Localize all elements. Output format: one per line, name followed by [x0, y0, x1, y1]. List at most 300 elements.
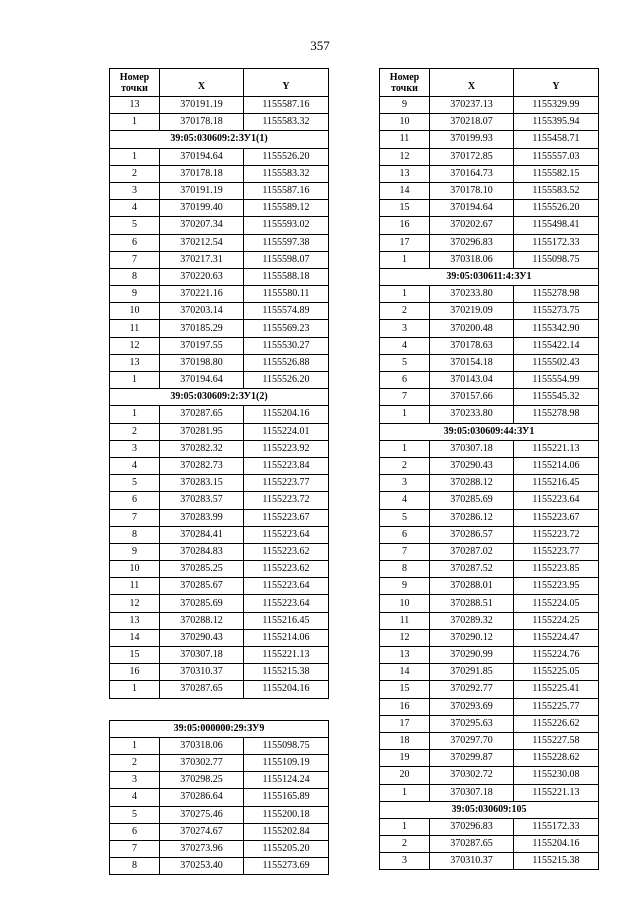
point-number-cell: 10: [110, 561, 160, 578]
x-coordinate-cell: 370207.34: [160, 217, 244, 234]
table-row: [110, 372, 329, 389]
table-row: [110, 543, 329, 560]
y-coordinate-cell: 1155583.32: [244, 114, 329, 131]
y-coordinate-cell: 1155224.05: [514, 595, 599, 612]
table-row: [110, 114, 329, 131]
table-row: [110, 681, 329, 698]
table-row: [380, 165, 599, 182]
table-row: [110, 475, 329, 492]
table-header-row: [110, 69, 329, 97]
table-row: [380, 337, 599, 354]
point-number-cell: 6: [110, 234, 160, 251]
x-coordinate-cell: 370220.63: [160, 268, 244, 285]
table-row: [380, 354, 599, 371]
table-row: [380, 286, 599, 303]
x-coordinate-cell: 370302.77: [160, 754, 244, 771]
y-coordinate-cell: 1155598.07: [244, 251, 329, 268]
table-row: [380, 114, 599, 131]
x-coordinate-cell: 370310.37: [430, 853, 514, 870]
x-coordinate-cell: 370307.18: [430, 784, 514, 801]
section-title-row: [380, 801, 599, 818]
point-number-cell: 13: [380, 647, 430, 664]
table-row: [110, 612, 329, 629]
section-title-row: [380, 423, 599, 440]
table-row: [380, 784, 599, 801]
y-coordinate-cell: 1155221.13: [514, 784, 599, 801]
table-row: [380, 200, 599, 217]
point-number-cell: 16: [380, 698, 430, 715]
y-coordinate-cell: 1155221.13: [514, 440, 599, 457]
y-coordinate-cell: 1155526.20: [244, 372, 329, 389]
point-number-cell: 8: [110, 268, 160, 285]
y-coordinate-cell: 1155223.64: [514, 492, 599, 509]
table-row: [110, 595, 329, 612]
y-coordinate-cell: 1155223.64: [244, 526, 329, 543]
x-coordinate-cell: 370296.83: [430, 818, 514, 835]
x-coordinate-cell: 370297.70: [430, 732, 514, 749]
x-coordinate-cell: 370273.96: [160, 840, 244, 857]
x-coordinate-cell: 370288.01: [430, 578, 514, 595]
point-number-cell: 5: [380, 509, 430, 526]
y-coordinate-cell: 1155223.64: [244, 578, 329, 595]
x-coordinate-cell: 370287.52: [430, 561, 514, 578]
point-number-cell: 15: [380, 681, 430, 698]
point-number-cell: 6: [110, 492, 160, 509]
y-coordinate-cell: 1155223.64: [244, 595, 329, 612]
point-number-cell: 15: [110, 647, 160, 664]
y-coordinate-cell: 1155223.72: [514, 526, 599, 543]
x-coordinate-cell: 370287.65: [160, 681, 244, 698]
y-coordinate-cell: 1155593.02: [244, 217, 329, 234]
x-coordinate-cell: 370285.25: [160, 561, 244, 578]
point-number-cell: 12: [380, 148, 430, 165]
y-coordinate-cell: 1155098.75: [244, 737, 329, 754]
table-row: [380, 818, 599, 835]
x-coordinate-cell: 370200.48: [430, 320, 514, 337]
y-coordinate-cell: 1155200.18: [244, 806, 329, 823]
point-number-cell: 8: [380, 561, 430, 578]
table-row: [110, 772, 329, 789]
table-row: [380, 440, 599, 457]
point-number-cell: 9: [110, 286, 160, 303]
table-row: [110, 561, 329, 578]
y-coordinate-cell: 1155204.16: [514, 836, 599, 853]
table-row: [110, 148, 329, 165]
y-coordinate-cell: 1155554.99: [514, 372, 599, 389]
y-coordinate-cell: 1155422.14: [514, 337, 599, 354]
x-coordinate-cell: 370293.69: [430, 698, 514, 715]
x-coordinate-cell: 370199.40: [160, 200, 244, 217]
x-coordinate-cell: 370178.63: [430, 337, 514, 354]
point-number-cell: 7: [380, 389, 430, 406]
point-number-cell: 11: [110, 320, 160, 337]
point-number-header: Номер точки: [110, 69, 160, 97]
table-row: [110, 492, 329, 509]
x-coordinate-cell: 370157.66: [430, 389, 514, 406]
point-number-cell: 1: [380, 406, 430, 423]
point-number-cell: 1: [110, 737, 160, 754]
point-number-cell: 2: [110, 754, 160, 771]
point-number-cell: 1: [110, 372, 160, 389]
x-coordinate-cell: 370191.19: [160, 182, 244, 199]
y-coordinate-cell: 1155215.38: [244, 664, 329, 681]
y-coordinate-cell: 1155204.16: [244, 681, 329, 698]
x-header: X: [160, 69, 244, 97]
x-coordinate-cell: 370178.18: [160, 114, 244, 131]
y-coordinate-cell: 1155228.62: [514, 750, 599, 767]
y-coordinate-cell: 1155273.75: [514, 303, 599, 320]
y-coordinate-cell: 1155342.90: [514, 320, 599, 337]
y-coordinate-cell: 1155582.15: [514, 165, 599, 182]
y-coordinate-cell: 1155230.08: [514, 767, 599, 784]
x-coordinate-cell: 370296.83: [430, 234, 514, 251]
y-coordinate-cell: 1155223.84: [244, 457, 329, 474]
table-row: [380, 612, 599, 629]
table-row: [380, 836, 599, 853]
section-title-row: [110, 720, 329, 737]
table-row: [110, 234, 329, 251]
table-row: [380, 131, 599, 148]
table-row: [110, 406, 329, 423]
section-title-row: [110, 131, 329, 148]
x-coordinate-cell: 370198.80: [160, 354, 244, 371]
y-coordinate-cell: 1155202.84: [244, 823, 329, 840]
y-coordinate-cell: 1155224.47: [514, 629, 599, 646]
x-coordinate-cell: 370287.02: [430, 543, 514, 560]
y-coordinate-cell: 1155227.58: [514, 732, 599, 749]
y-coordinate-cell: 1155124.24: [244, 772, 329, 789]
table-row: [110, 754, 329, 771]
point-number-cell: 11: [110, 578, 160, 595]
y-coordinate-cell: 1155597.38: [244, 234, 329, 251]
x-coordinate-cell: 370203.14: [160, 303, 244, 320]
point-number-cell: 4: [110, 200, 160, 217]
y-coordinate-cell: 1155224.01: [244, 423, 329, 440]
x-coordinate-cell: 370217.31: [160, 251, 244, 268]
y-coordinate-cell: 1155502.43: [514, 354, 599, 371]
x-coordinate-cell: 370197.55: [160, 337, 244, 354]
point-number-cell: 3: [380, 853, 430, 870]
y-coordinate-cell: 1155223.92: [244, 440, 329, 457]
x-coordinate-cell: 370194.64: [160, 148, 244, 165]
y-coordinate-cell: 1155225.41: [514, 681, 599, 698]
point-number-cell: 19: [380, 750, 430, 767]
table-row: [380, 234, 599, 251]
table-row: [110, 423, 329, 440]
table-row: [110, 251, 329, 268]
point-number-cell: 2: [380, 303, 430, 320]
x-coordinate-cell: 370219.09: [430, 303, 514, 320]
y-coordinate-cell: 1155223.72: [244, 492, 329, 509]
table-row: [380, 303, 599, 320]
table-row: [380, 320, 599, 337]
cadastral-number-heading: 39:05:030611:4:ЗУ1: [380, 268, 599, 285]
point-number-cell: 14: [380, 182, 430, 199]
x-coordinate-cell: 370185.29: [160, 320, 244, 337]
table-row: [110, 840, 329, 857]
table-row: [110, 286, 329, 303]
x-coordinate-cell: 370221.16: [160, 286, 244, 303]
x-coordinate-cell: 370307.18: [430, 440, 514, 457]
x-coordinate-cell: 370281.95: [160, 423, 244, 440]
point-number-cell: 11: [380, 612, 430, 629]
point-number-cell: 13: [110, 612, 160, 629]
point-number-cell: 4: [110, 457, 160, 474]
coordinates-table-left: [109, 68, 329, 699]
x-coordinate-cell: 370290.43: [430, 457, 514, 474]
x-coordinate-cell: 370286.12: [430, 509, 514, 526]
x-coordinate-cell: 370233.80: [430, 286, 514, 303]
table-row: [110, 858, 329, 875]
table-row: [110, 664, 329, 681]
point-number-cell: 10: [380, 114, 430, 131]
table-header-row: [380, 69, 599, 97]
x-coordinate-cell: 370289.32: [430, 612, 514, 629]
x-coordinate-cell: 370286.64: [160, 789, 244, 806]
y-header: Y: [244, 69, 329, 97]
table-row: [380, 389, 599, 406]
y-coordinate-cell: 1155588.18: [244, 268, 329, 285]
table-row: [380, 509, 599, 526]
y-coordinate-cell: 1155223.62: [244, 561, 329, 578]
point-number-cell: 1: [110, 681, 160, 698]
y-coordinate-cell: 1155224.76: [514, 647, 599, 664]
point-number-cell: 3: [110, 772, 160, 789]
y-coordinate-cell: 1155221.13: [244, 647, 329, 664]
table-row: [110, 578, 329, 595]
y-coordinate-cell: 1155223.62: [244, 543, 329, 560]
cadastral-number-heading: 39:05:030609:105: [380, 801, 599, 818]
point-number-cell: 9: [380, 97, 430, 114]
x-coordinate-cell: 370172.85: [430, 148, 514, 165]
x-coordinate-cell: 370164.73: [430, 165, 514, 182]
point-number-cell: 12: [110, 595, 160, 612]
x-coordinate-cell: 370283.57: [160, 492, 244, 509]
table-row: [380, 578, 599, 595]
point-number-cell: 2: [380, 457, 430, 474]
table-row: [110, 629, 329, 646]
table-row: [110, 440, 329, 457]
x-coordinate-cell: 370288.51: [430, 595, 514, 612]
point-number-cell: 4: [110, 789, 160, 806]
table-row: [110, 823, 329, 840]
y-coordinate-cell: 1155458.71: [514, 131, 599, 148]
y-coordinate-cell: 1155223.67: [244, 509, 329, 526]
point-number-cell: 17: [380, 715, 430, 732]
y-coordinate-cell: 1155226.62: [514, 715, 599, 732]
x-coordinate-cell: 370302.72: [430, 767, 514, 784]
point-number-cell: 12: [380, 629, 430, 646]
cadastral-number-heading: 39:05:030609:44:ЗУ1: [380, 423, 599, 440]
x-coordinate-cell: 370194.64: [160, 372, 244, 389]
table-row: [380, 715, 599, 732]
table-row: [110, 509, 329, 526]
x-coordinate-cell: 370283.99: [160, 509, 244, 526]
point-number-cell: 13: [380, 165, 430, 182]
coordinates-table-right: [379, 68, 599, 870]
point-number-header: Номер точки: [380, 69, 430, 97]
x-coordinate-cell: 370310.37: [160, 664, 244, 681]
table-row: [380, 767, 599, 784]
point-number-cell: 7: [110, 251, 160, 268]
y-coordinate-cell: 1155172.33: [514, 818, 599, 835]
table-row: [380, 457, 599, 474]
table-row: [380, 406, 599, 423]
table-row: [380, 251, 599, 268]
table-row: [380, 750, 599, 767]
point-number-cell: 1: [110, 114, 160, 131]
point-number-cell: 16: [110, 664, 160, 681]
point-number-cell: 13: [110, 354, 160, 371]
table-row: [110, 165, 329, 182]
point-number-cell: 7: [110, 509, 160, 526]
y-coordinate-cell: 1155545.32: [514, 389, 599, 406]
x-coordinate-cell: 370291.85: [430, 664, 514, 681]
point-number-cell: 5: [380, 354, 430, 371]
table-row: [110, 200, 329, 217]
point-number-cell: 18: [380, 732, 430, 749]
x-coordinate-cell: 370285.67: [160, 578, 244, 595]
x-coordinate-cell: 370318.06: [430, 251, 514, 268]
table-row: [110, 457, 329, 474]
point-number-cell: 20: [380, 767, 430, 784]
y-coordinate-cell: 1155557.03: [514, 148, 599, 165]
x-coordinate-cell: 370307.18: [160, 647, 244, 664]
point-number-cell: 3: [380, 475, 430, 492]
point-number-cell: 5: [110, 475, 160, 492]
section-title-row: [110, 389, 329, 406]
x-coordinate-cell: 370295.63: [430, 715, 514, 732]
x-coordinate-cell: 370287.65: [160, 406, 244, 423]
x-coordinate-cell: 370274.67: [160, 823, 244, 840]
y-coordinate-cell: 1155098.75: [514, 251, 599, 268]
table-row: [110, 789, 329, 806]
y-coordinate-cell: 1155216.45: [244, 612, 329, 629]
x-coordinate-cell: 370143.04: [430, 372, 514, 389]
point-number-cell: 2: [380, 836, 430, 853]
y-coordinate-cell: 1155214.06: [514, 457, 599, 474]
y-coordinate-cell: 1155205.20: [244, 840, 329, 857]
y-coordinate-cell: 1155223.77: [244, 475, 329, 492]
y-coordinate-cell: 1155583.32: [244, 165, 329, 182]
point-number-cell: 6: [380, 372, 430, 389]
page-number: 357: [310, 38, 330, 53]
point-number-cell: 3: [380, 320, 430, 337]
x-coordinate-cell: 370288.12: [430, 475, 514, 492]
table-row: [110, 320, 329, 337]
table-row: [380, 492, 599, 509]
point-number-cell: 1: [380, 784, 430, 801]
point-number-cell: 15: [380, 200, 430, 217]
x-coordinate-cell: 370178.18: [160, 165, 244, 182]
y-coordinate-cell: 1155223.95: [514, 578, 599, 595]
x-coordinate-cell: 370253.40: [160, 858, 244, 875]
y-coordinate-cell: 1155223.77: [514, 543, 599, 560]
x-coordinate-cell: 370290.43: [160, 629, 244, 646]
y-coordinate-cell: 1155278.98: [514, 406, 599, 423]
table-row: [380, 698, 599, 715]
table-row: [380, 647, 599, 664]
point-number-cell: 14: [380, 664, 430, 681]
y-coordinate-cell: 1155526.88: [244, 354, 329, 371]
x-coordinate-cell: 370233.80: [430, 406, 514, 423]
table-row: [380, 543, 599, 560]
y-coordinate-cell: 1155583.52: [514, 182, 599, 199]
table-row: [380, 148, 599, 165]
y-coordinate-cell: 1155278.98: [514, 286, 599, 303]
point-number-cell: 3: [110, 440, 160, 457]
table-row: [380, 526, 599, 543]
x-coordinate-cell: 370212.54: [160, 234, 244, 251]
point-number-cell: 1: [380, 286, 430, 303]
point-number-cell: 9: [380, 578, 430, 595]
point-number-cell: 14: [110, 629, 160, 646]
x-coordinate-cell: 370283.15: [160, 475, 244, 492]
y-coordinate-cell: 1155569.23: [244, 320, 329, 337]
y-coordinate-cell: 1155574.89: [244, 303, 329, 320]
x-coordinate-cell: 370237.13: [430, 97, 514, 114]
table-row: [110, 97, 329, 114]
table-row: [380, 732, 599, 749]
y-coordinate-cell: 1155204.16: [244, 406, 329, 423]
point-number-cell: 1: [380, 251, 430, 268]
x-coordinate-cell: 370290.99: [430, 647, 514, 664]
y-coordinate-cell: 1155223.85: [514, 561, 599, 578]
y-coordinate-cell: 1155526.20: [244, 148, 329, 165]
table-row: [110, 647, 329, 664]
table-row: [380, 853, 599, 870]
table-row: [380, 595, 599, 612]
y-coordinate-cell: 1155395.94: [514, 114, 599, 131]
point-number-cell: 1: [110, 148, 160, 165]
point-number-cell: 6: [380, 526, 430, 543]
point-number-cell: 5: [110, 806, 160, 823]
table-row: [110, 337, 329, 354]
x-coordinate-cell: 370285.69: [160, 595, 244, 612]
x-coordinate-cell: 370284.41: [160, 526, 244, 543]
point-number-cell: 8: [110, 858, 160, 875]
table-row: [380, 681, 599, 698]
x-coordinate-cell: 370287.65: [430, 836, 514, 853]
y-coordinate-cell: 1155109.19: [244, 754, 329, 771]
y-coordinate-cell: 1155223.67: [514, 509, 599, 526]
point-number-cell: 4: [380, 337, 430, 354]
y-coordinate-cell: 1155498.41: [514, 217, 599, 234]
x-coordinate-cell: 370154.18: [430, 354, 514, 371]
x-coordinate-cell: 370194.64: [430, 200, 514, 217]
x-coordinate-cell: 370202.67: [430, 217, 514, 234]
point-number-cell: 13: [110, 97, 160, 114]
y-coordinate-cell: 1155580.11: [244, 286, 329, 303]
point-number-cell: 10: [110, 303, 160, 320]
table-row: [110, 806, 329, 823]
y-coordinate-cell: 1155214.06: [244, 629, 329, 646]
section-title-row: [380, 268, 599, 285]
x-coordinate-cell: 370191.19: [160, 97, 244, 114]
x-coordinate-cell: 370282.32: [160, 440, 244, 457]
point-number-cell: 8: [110, 526, 160, 543]
point-number-cell: 7: [110, 840, 160, 857]
table-row: [110, 303, 329, 320]
x-header: X: [430, 69, 514, 97]
point-number-cell: 1: [380, 440, 430, 457]
point-number-cell: 2: [110, 165, 160, 182]
x-coordinate-cell: 370285.69: [430, 492, 514, 509]
point-number-cell: 12: [110, 337, 160, 354]
x-coordinate-cell: 370199.93: [430, 131, 514, 148]
table-row: [380, 561, 599, 578]
right-column: [379, 68, 598, 870]
